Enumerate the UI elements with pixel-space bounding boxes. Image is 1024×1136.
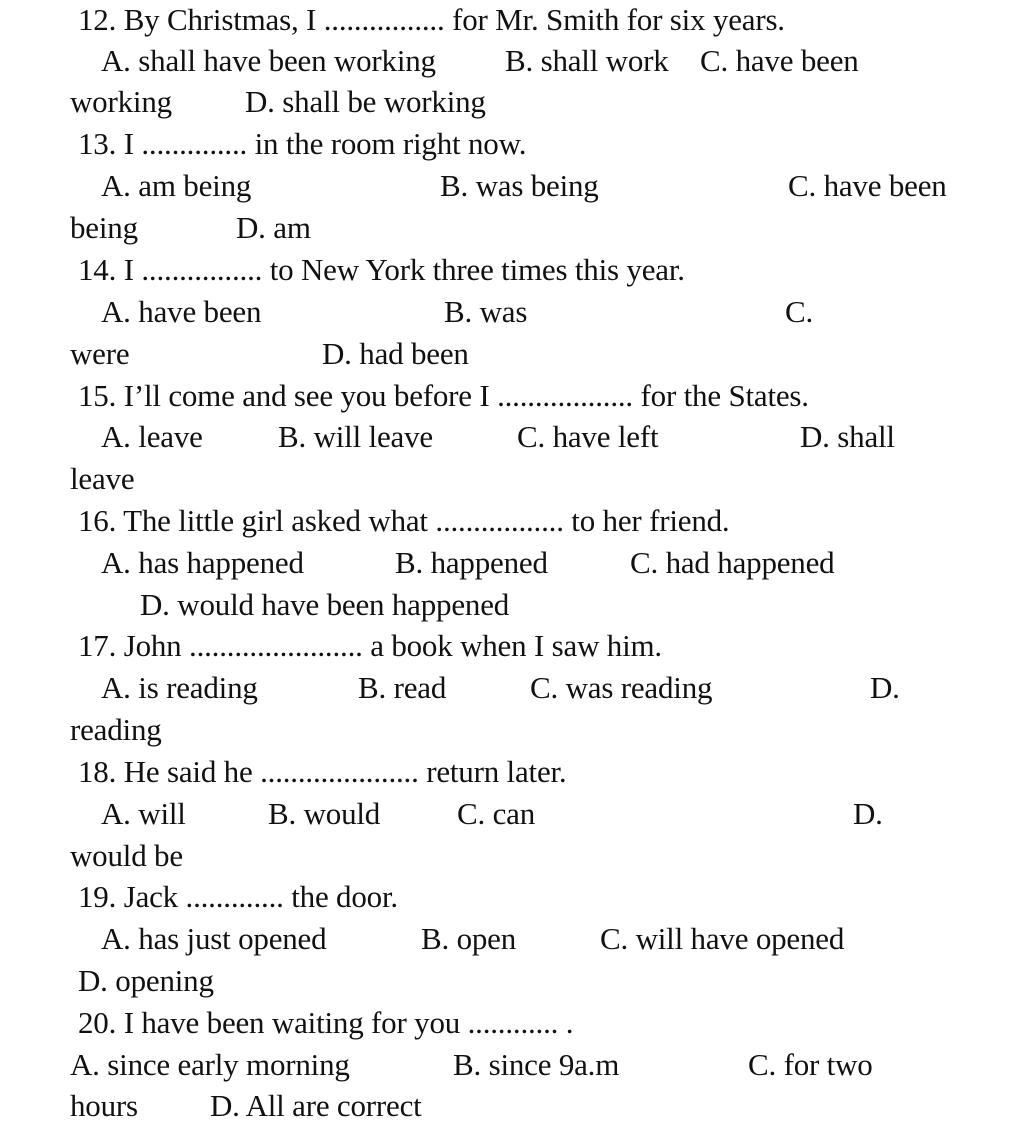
option-a: A. since early morning xyxy=(70,1047,350,1082)
option-a: A. is reading xyxy=(101,670,258,705)
option-c: C. for two xyxy=(748,1047,873,1082)
option-c-continued: working xyxy=(70,84,172,119)
option-b: B. shall work xyxy=(505,43,669,78)
question-stem: 20. I have been waiting for you ............ . xyxy=(78,1005,574,1040)
option-b: B. open xyxy=(421,921,517,956)
option-d: D. shall be working xyxy=(245,84,486,119)
option-d-continued: would be xyxy=(70,838,183,873)
question-stem: 14. I ................ to New York three times this year. xyxy=(78,252,685,287)
option-c: C. was reading xyxy=(530,670,713,705)
option-c: C. xyxy=(785,294,814,329)
question-stem: 12. By Christmas, I ................ for Mr. Smith for six years. xyxy=(78,2,785,37)
option-a: A. has just opened xyxy=(101,921,327,956)
option-b: B. will leave xyxy=(278,419,433,454)
option-a: A. have been xyxy=(101,294,262,329)
option-c: C. have been xyxy=(700,43,859,78)
option-d: D. All are correct xyxy=(210,1088,422,1123)
option-d-continued: leave xyxy=(70,461,135,496)
option-d: D. xyxy=(853,796,883,831)
option-d: D. shall xyxy=(800,419,895,454)
option-a: A. shall have been working xyxy=(101,43,436,78)
option-d-continued: reading xyxy=(70,712,162,747)
option-d: D. would have been happened xyxy=(140,587,510,622)
option-b: B. happened xyxy=(395,545,548,580)
option-d: D. am xyxy=(236,210,311,245)
option-a: A. will xyxy=(101,796,186,831)
option-a: A. leave xyxy=(101,419,203,454)
option-a: A. am being xyxy=(101,168,252,203)
option-c: C. had happened xyxy=(630,545,835,580)
option-b: B. would xyxy=(268,796,381,831)
option-c: C. have left xyxy=(517,419,659,454)
question-stem: 15. I’ll come and see you before I .................. for the States. xyxy=(78,378,809,413)
option-b: B. was xyxy=(444,294,528,329)
question-stem: 19. Jack ............. the door. xyxy=(78,879,398,914)
option-c-continued: being xyxy=(70,210,138,245)
option-c: C. have been xyxy=(788,168,947,203)
option-d: D. opening xyxy=(78,963,214,998)
option-d: D. had been xyxy=(322,336,469,371)
question-stem: 13. I .............. in the room right now. xyxy=(78,126,527,161)
question-stem: 18. He said he ..................... return later. xyxy=(78,754,567,789)
option-c-continued: hours xyxy=(70,1088,138,1123)
question-stem: 16. The little girl asked what ................. to her friend. xyxy=(78,503,730,538)
option-c: C. can xyxy=(457,796,535,831)
option-c-continued: were xyxy=(70,336,130,371)
option-b: B. read xyxy=(358,670,447,705)
question-stem: 17. John ....................... a book when I saw him. xyxy=(78,628,662,663)
option-a: A. has happened xyxy=(101,545,304,580)
option-b: B. since 9a.m xyxy=(453,1047,620,1082)
option-b: B. was being xyxy=(440,168,599,203)
option-c: C. will have opened xyxy=(600,921,845,956)
option-d: D. xyxy=(870,670,900,705)
